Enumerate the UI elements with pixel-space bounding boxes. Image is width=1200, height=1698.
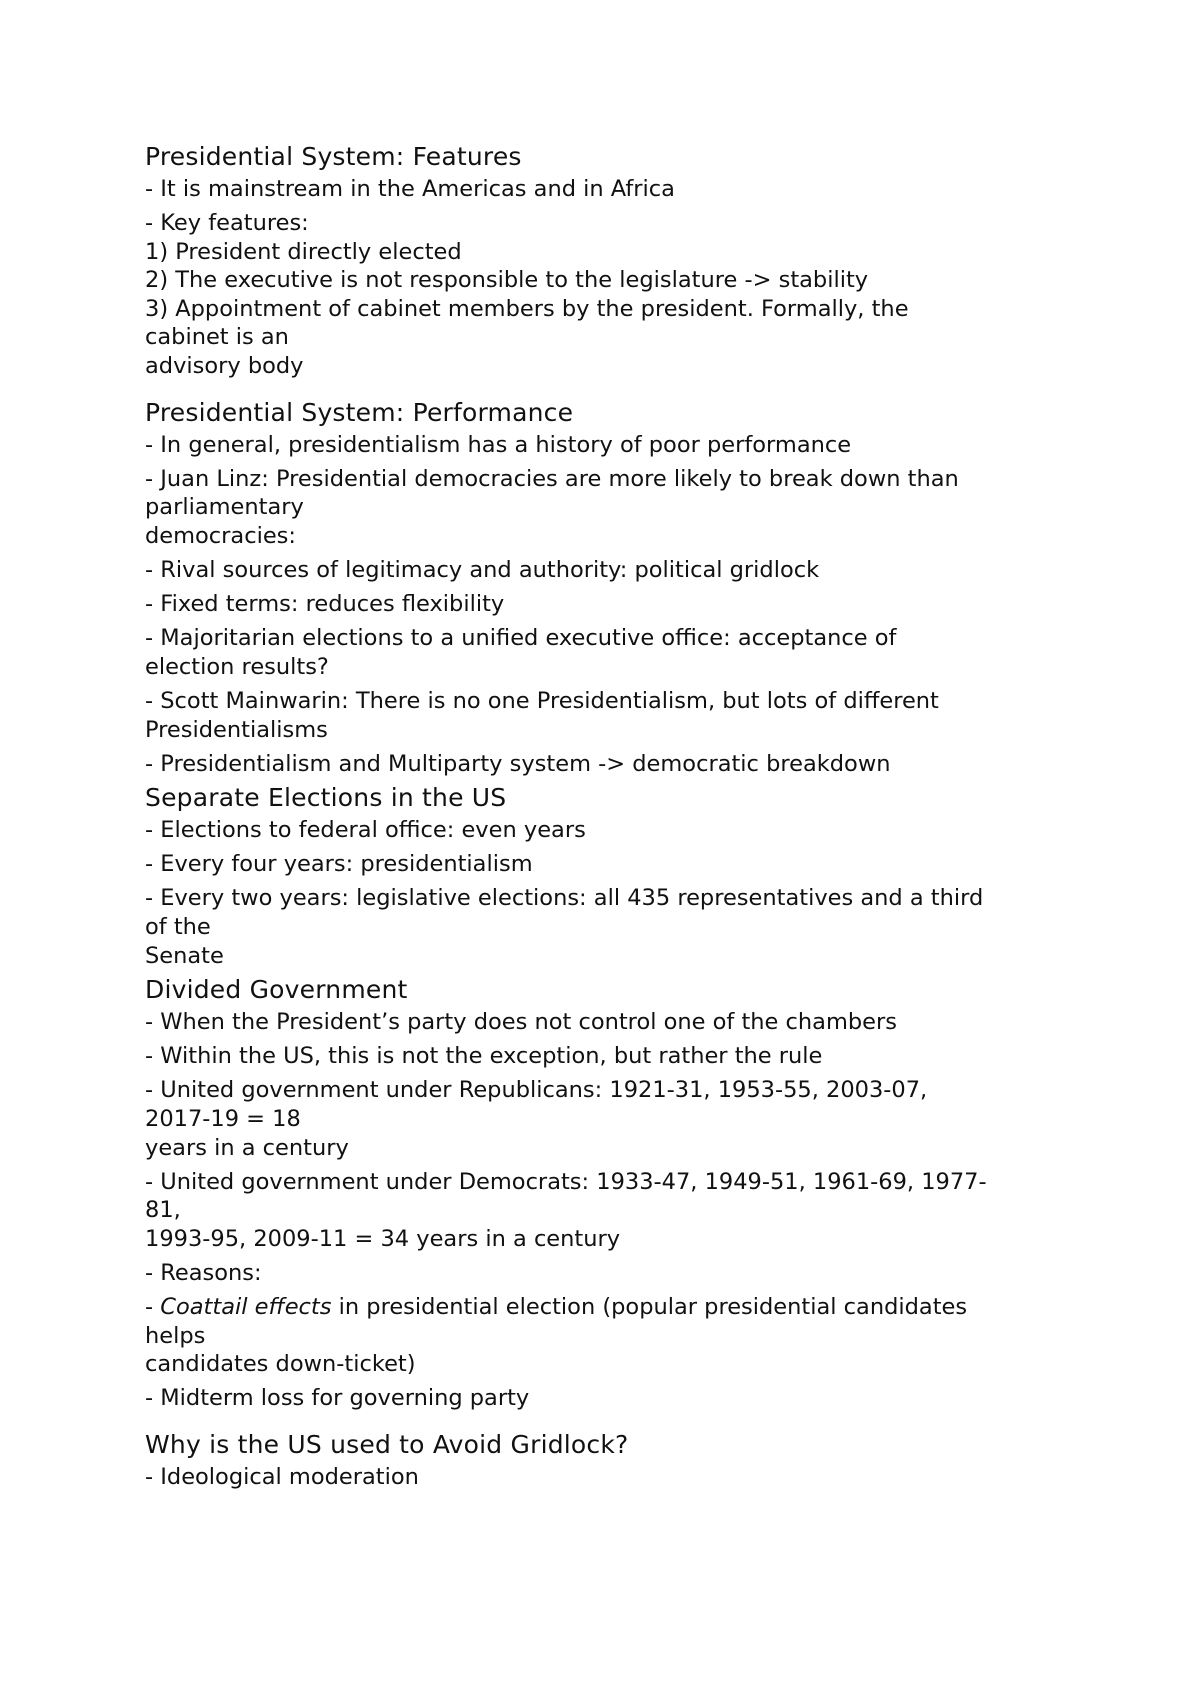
text-line: cabinet is an — [145, 324, 289, 351]
text-line: years in a century — [145, 1134, 349, 1161]
text-line-coattail — [145, 1293, 1065, 1322]
text-line: - It is mainstream in the Americas and in Africa — [145, 176, 675, 202]
text-line: - When the President’s party does not control one of the chambers — [145, 1009, 897, 1036]
text-line: 3) Appointment of cabinet members by the president. Formally, the — [145, 295, 909, 322]
text-line: - Rival sources of legitimacy and authority: political gridlock — [145, 557, 820, 584]
text-line: democracies: — [145, 522, 296, 549]
section-heading: Presidential System: Features — [145, 142, 522, 171]
text-fragment: - — [145, 1294, 161, 1320]
text-line: - Juan Linz: Presidential democracies are more likely to break down than — [145, 465, 959, 492]
section-divided-government — [145, 973, 1065, 1413]
text-line: - In general, presidentialism has a history of poor performance — [145, 431, 852, 458]
text-line: 1993-95, 2009-11 = 34 years in a century — [145, 1225, 621, 1252]
text-line: - Reasons: — [145, 1259, 262, 1286]
section-heading: Why is the US used to Avoid Gridlock? — [145, 1429, 629, 1459]
text-line: election results? — [145, 653, 329, 680]
text-line: - Every two years: legislative elections: all 435 representatives and a third — [145, 885, 984, 912]
text-line: Senate — [145, 942, 224, 969]
text-fragment: in presidential election (popular presidential candidates — [331, 1294, 968, 1320]
text-line: - Majoritarian elections to a unified executive office: acceptance of — [145, 625, 897, 652]
section-avoid-gridlock — [145, 1428, 1065, 1492]
text-line: - Presidentialism and Multiparty system -> democratic breakdown — [145, 750, 891, 777]
text-line: - Midterm loss for governing party — [145, 1385, 530, 1412]
section-features — [145, 140, 1065, 381]
section-separate-elections — [145, 781, 1065, 970]
text-line: - Within the US, this is not the exception, but rather the rule — [145, 1043, 823, 1070]
text-line: - Ideological moderation — [145, 1463, 419, 1490]
text-line: parliamentary — [145, 494, 304, 521]
text-line: 2017-19 = 18 — [145, 1105, 301, 1132]
document-content — [145, 140, 1065, 1491]
text-line: - United government under Democrats: 1933-47, 1949-51, 1961-69, 1977- — [145, 1168, 987, 1195]
text-line: - United government under Republicans: 1921-31, 1953-55, 2003-07, — [145, 1077, 928, 1104]
section-heading: Divided Government — [145, 975, 408, 1005]
text-line: - Scott Mainwarin: There is no one Presidentialism, but lots of different — [145, 687, 939, 714]
section-heading: Separate Elections in the US — [145, 783, 507, 813]
text-line: of the — [145, 913, 211, 940]
text-line: 2) The executive is not responsible to the legislature -> stability — [145, 267, 869, 294]
text-line: advisory body — [145, 353, 304, 380]
text-line: - Elections to federal office: even years — [145, 817, 586, 844]
text-line: 81, — [145, 1197, 181, 1224]
text-line: helps — [145, 1322, 206, 1349]
section-heading: Presidential System: Performance — [145, 397, 574, 427]
section-performance — [145, 396, 1065, 779]
text-line: - Key features: — [145, 210, 309, 237]
text-line: - Fixed terms: reduces flexibility — [145, 591, 505, 618]
italic-term: Coattail effects — [160, 1294, 332, 1320]
text-line: - Every four years: presidentialism — [145, 851, 533, 878]
text-line: Presidentialisms — [145, 716, 328, 743]
text-line: 1) President directly elected — [145, 238, 462, 265]
text-line: candidates down-ticket) — [145, 1351, 416, 1378]
